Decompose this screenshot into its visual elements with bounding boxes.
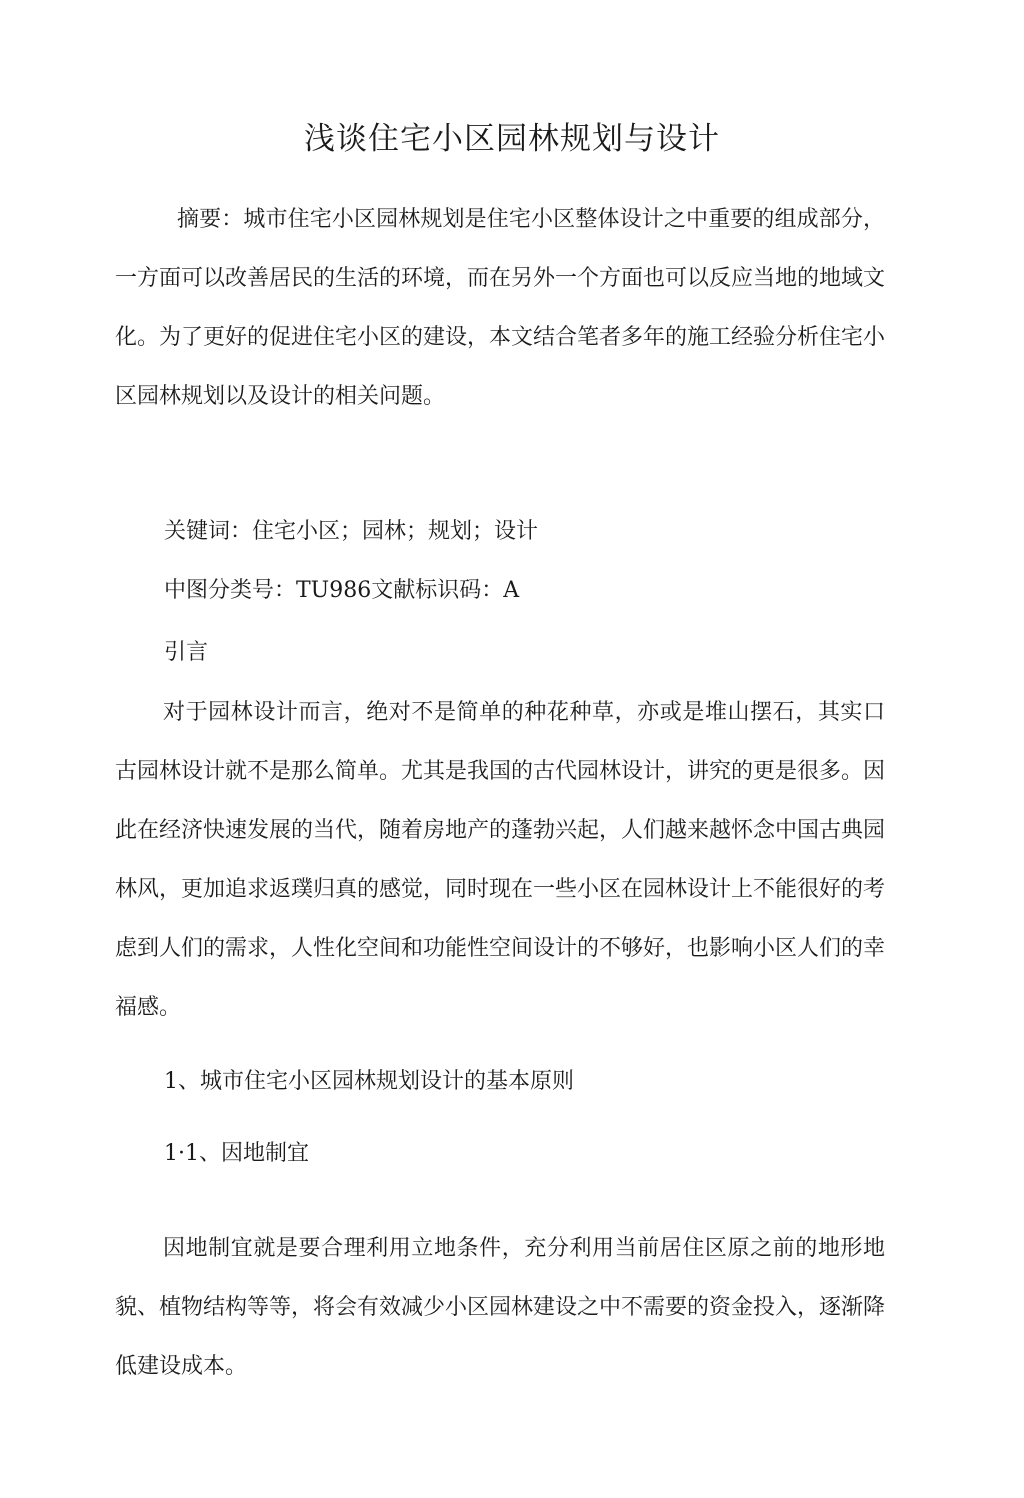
intro-paragraph: 对于园林设计而言，绝对不是简单的种花种草，亦或是堆山摆石，其实口古园林设计就不是那么简单。尤其是我国的古代园林设计，讲究的更是很多。因此在经济快速发展的当代，随着房地产的蓬勃兴起，人们越来越怀念中国古典园林风，更加追求返璞归真的感觉，同时现在一些小区在园林设计上不能很好的考虑到人们的需求，人性化空间和功能性空间设计的不够好，也影响小区人们的幸福感。	[115, 700, 886, 1020]
document-title: 浅谈住宅小区园林规划与设计	[304, 120, 720, 157]
classification-line: 中图分类号：TU986文献标识码：A	[164, 578, 520, 603]
section-1-1-paragraph: 因地制宜就是要合理利用立地条件，充分利用当前居住区原之前的地形地貌、植物结构等等，将会有效减少小区园林建设之中不需要的资金投入，逐渐降低建设成本。	[115, 1236, 886, 1379]
section-heading-1: 1、城市住宅小区园林规划设计的基本原则	[164, 1069, 574, 1094]
intro-heading: 引言	[164, 640, 209, 665]
abstract-paragraph: 摘要：城市住宅小区园林规划是住宅小区整体设计之中重要的组成部分，一方面可以改善居民的生活的环境，而在另外一个方面也可以反应当地的地域文化。为了更好的促进住宅小区的建设，本文结合笔者多年的施工经验分析住宅小区园林规划以及设计的相关问题。	[115, 207, 886, 409]
section-heading-1-1: 1·1、因地制宜	[164, 1141, 309, 1166]
keywords-line: 关键词：住宅小区；园林；规划；设计	[164, 519, 539, 544]
